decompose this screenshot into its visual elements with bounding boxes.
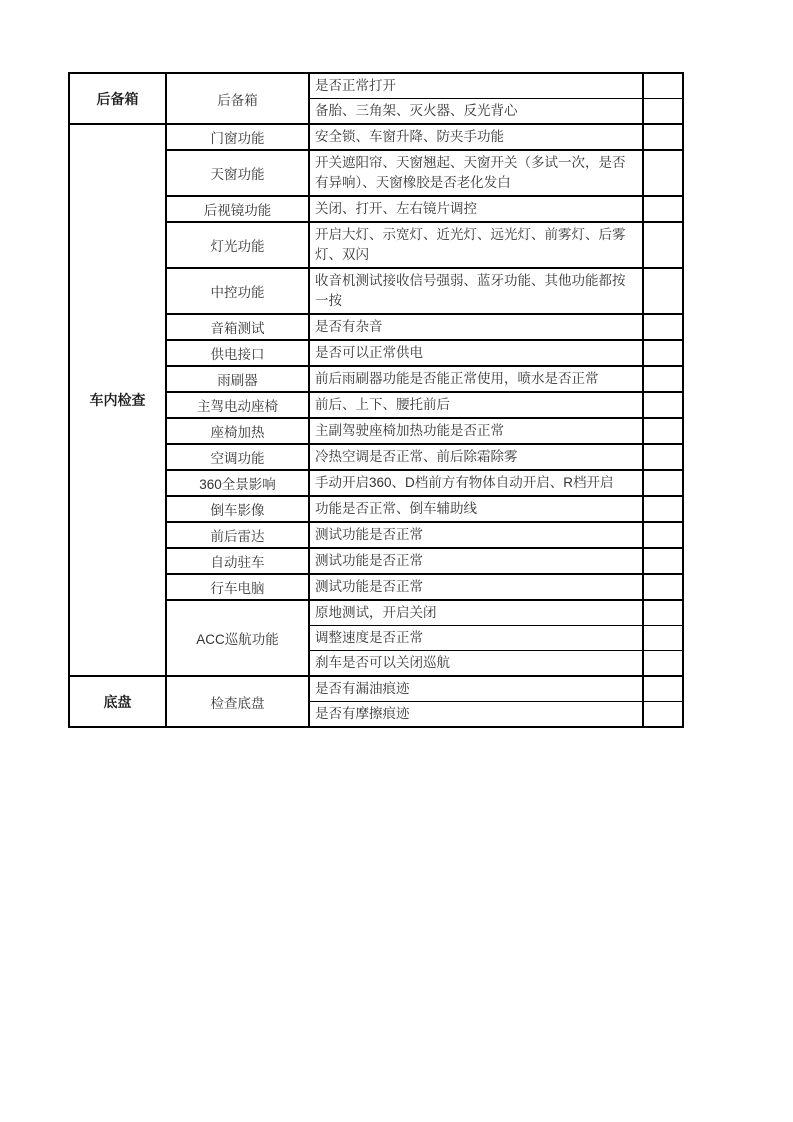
result-cell[interactable] [643,418,683,444]
category-cell: 车内检查 [69,124,166,676]
check-description-cell: 关闭、打开、左右镜片调控 [309,196,643,222]
result-cell[interactable] [643,444,683,470]
result-cell[interactable] [643,522,683,548]
item-cell: 360全景影响 [166,470,309,496]
result-cell[interactable] [643,392,683,418]
result-cell[interactable] [643,314,683,340]
result-cell[interactable] [643,268,683,314]
check-description-cell: 是否有漏油痕迹 [309,676,643,702]
result-cell[interactable] [643,496,683,522]
category-cell: 后备箱 [69,73,166,124]
inspection-table-body [69,73,683,727]
check-description-cell: 是否正常打开 [309,73,643,99]
check-description-cell: 刹车是否可以关闭巡航 [309,651,643,677]
item-cell: 主驾电动座椅 [166,392,309,418]
result-cell[interactable] [643,366,683,392]
check-description-cell: 开启大灯、示宽灯、近光灯、远光灯、前雾灯、后雾灯、双闪 [309,222,643,268]
result-cell[interactable] [643,574,683,600]
result-cell[interactable] [643,196,683,222]
result-cell[interactable] [643,548,683,574]
table-row [69,73,683,99]
check-description-cell: 是否有摩擦痕迹 [309,702,643,728]
category-cell: 底盘 [69,676,166,727]
result-cell[interactable] [643,651,683,677]
table-row [69,676,683,702]
item-cell: 雨刷器 [166,366,309,392]
item-cell: 后备箱 [166,73,309,124]
item-cell: 中控功能 [166,268,309,314]
check-description-cell: 手动开启360、D档前方有物体自动开启、R档开启 [309,470,643,496]
result-cell[interactable] [643,222,683,268]
check-description-cell: 主副驾驶座椅加热功能是否正常 [309,418,643,444]
result-cell[interactable] [643,150,683,196]
result-cell[interactable] [643,73,683,99]
check-description-cell: 是否可以正常供电 [309,340,643,366]
check-description-cell: 调整速度是否正常 [309,626,643,651]
check-description-cell: 冷热空调是否正常、前后除霜除雾 [309,444,643,470]
item-cell: 行车电脑 [166,574,309,600]
check-description-cell: 开关遮阳帘、天窗翘起、天窗开关（多试一次，是否有异响）、天窗橡胶是否老化发白 [309,150,643,196]
item-cell: 倒车影像 [166,496,309,522]
item-cell: 空调功能 [166,444,309,470]
result-cell[interactable] [643,124,683,150]
result-cell[interactable] [643,470,683,496]
check-description-cell: 是否有杂音 [309,314,643,340]
check-description-cell: 前后、上下、腰托前后 [309,392,643,418]
result-cell[interactable] [643,676,683,702]
item-cell: 门窗功能 [166,124,309,150]
check-description-cell: 收音机测试接收信号强弱、蓝牙功能、其他功能都按一按 [309,268,643,314]
item-cell: 座椅加热 [166,418,309,444]
check-description-cell: 测试功能是否正常 [309,522,643,548]
check-description-cell: 前后雨刷器功能是否能正常使用，喷水是否正常 [309,366,643,392]
inspection-table [68,72,684,728]
check-description-cell: 原地测试，开启关闭 [309,600,643,626]
item-cell: 后视镜功能 [166,196,309,222]
item-cell: 前后雷达 [166,522,309,548]
check-description-cell: 备胎、三角架、灭火器、反光背心 [309,99,643,125]
item-cell: 检查底盘 [166,676,309,727]
check-description-cell: 安全锁、车窗升降、防夹手功能 [309,124,643,150]
item-cell: 音箱测试 [166,314,309,340]
result-cell[interactable] [643,702,683,728]
check-description-cell: 测试功能是否正常 [309,548,643,574]
result-cell[interactable] [643,340,683,366]
result-cell[interactable] [643,600,683,626]
item-cell: 灯光功能 [166,222,309,268]
item-cell: 自动驻车 [166,548,309,574]
check-description-cell: 测试功能是否正常 [309,574,643,600]
table-row [69,124,683,150]
check-description-cell: 功能是否正常、倒车辅助线 [309,496,643,522]
item-cell: ACC巡航功能 [166,600,309,676]
item-cell: 天窗功能 [166,150,309,196]
item-cell: 供电接口 [166,340,309,366]
result-cell[interactable] [643,99,683,125]
result-cell[interactable] [643,626,683,651]
